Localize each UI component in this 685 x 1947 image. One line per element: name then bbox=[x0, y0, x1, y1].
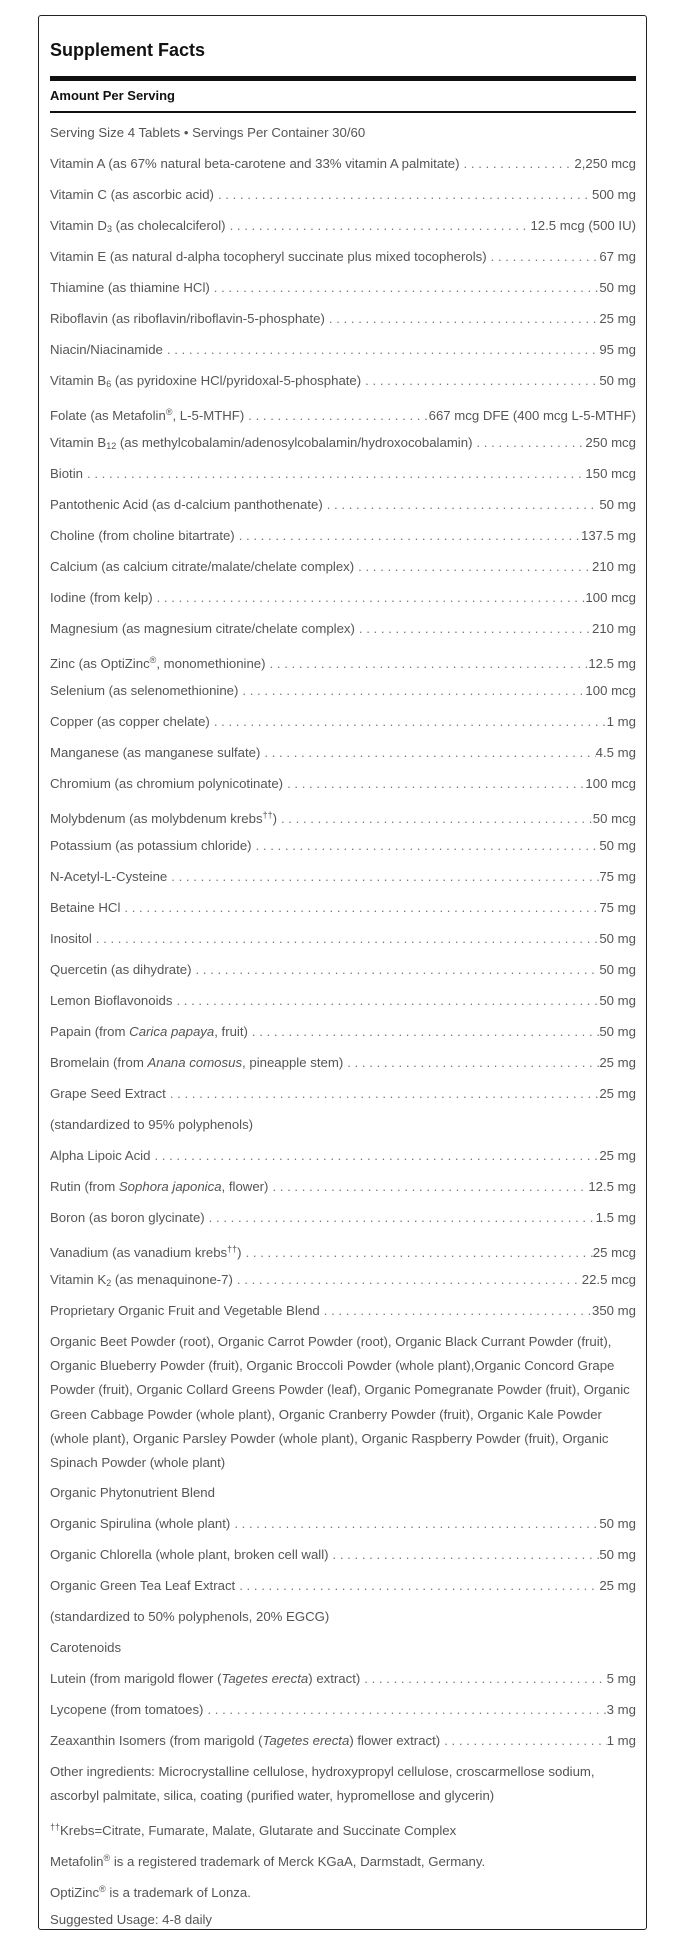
nutrient-name bbox=[50, 802, 277, 832]
dot-leader bbox=[440, 1728, 606, 1754]
dot-leader bbox=[244, 403, 428, 429]
nutrient-amount: 100 mcg bbox=[585, 590, 636, 605]
nutrient-row bbox=[50, 213, 636, 244]
nutrient-row bbox=[50, 1298, 636, 1329]
dot-leader bbox=[277, 806, 593, 832]
nutrient-row bbox=[50, 1081, 636, 1112]
nutrient-name-suffix: ) flower extract) bbox=[349, 1733, 441, 1749]
nutrient-name-text: Molybdenum (as molybdenum krebs bbox=[50, 811, 263, 826]
nutrient-name bbox=[50, 306, 325, 332]
nutrient-name bbox=[50, 647, 266, 677]
nutrient-name-text: Biotin bbox=[50, 466, 83, 481]
nutrient-name-text: Choline (from choline bitartrate) bbox=[50, 528, 235, 543]
krebs-mark: †† bbox=[50, 1821, 61, 1832]
nutrient-name-text: Manganese (as manganese sulfate) bbox=[50, 745, 261, 760]
nutrient-name-suffix: ) bbox=[272, 811, 277, 826]
nutrient-row bbox=[50, 647, 636, 678]
dot-leader bbox=[343, 1050, 599, 1076]
nutrient-name bbox=[50, 151, 460, 177]
nutrient-row bbox=[50, 1143, 636, 1174]
nutrient-row bbox=[50, 802, 636, 833]
nutrient-amount: 12.5 mg bbox=[588, 656, 636, 671]
nutrient-name-text: Vitamin E (as natural d-alpha tocopheryl succinate plus mixed tocopherols) bbox=[50, 249, 487, 264]
nutrient-name bbox=[50, 554, 354, 580]
nutrient-amount: 25 mg bbox=[599, 1148, 636, 1163]
serving-size: Serving Size 4 Tablets • Servings Per Container 30/60 bbox=[50, 125, 366, 140]
suggested-usage: Suggested Usage: 4-8 daily bbox=[50, 1911, 213, 1927]
nutrient-amount: 50 mg bbox=[599, 1516, 636, 1532]
dot-leader bbox=[172, 988, 599, 1014]
nutrient-amount: 50 mg bbox=[599, 993, 636, 1008]
nutrient-name bbox=[50, 1511, 230, 1537]
nutrient-name bbox=[50, 864, 167, 890]
nutrient-name-text: Inositol bbox=[50, 931, 92, 946]
dot-leader bbox=[354, 554, 592, 580]
nutrient-superscript: †† bbox=[262, 810, 273, 820]
nutrient-superscript: ® bbox=[149, 655, 157, 665]
nutrient-amount: 137.5 mg bbox=[581, 528, 636, 543]
dot-leader bbox=[248, 1019, 599, 1045]
nutrient-amount: 150 mcg bbox=[585, 466, 636, 481]
panel-title: Supplement Facts bbox=[50, 40, 206, 60]
dot-leader bbox=[360, 1666, 606, 1692]
dot-leader bbox=[238, 678, 585, 704]
nutrient-name bbox=[50, 1542, 329, 1568]
nutrient-row bbox=[50, 306, 636, 337]
nutrient-name bbox=[50, 275, 210, 301]
dot-leader bbox=[325, 306, 599, 332]
nutrient-species: Tagetes erecta bbox=[221, 1671, 309, 1687]
nutrient-name-text: Pantothenic Acid (as d-calcium panthothenate) bbox=[50, 497, 323, 512]
dot-leader bbox=[120, 895, 599, 921]
nutrient-name bbox=[50, 461, 83, 487]
metafolin-name: Metafolin bbox=[50, 1853, 104, 1869]
nutrient-row bbox=[50, 399, 636, 430]
nutrient-name-text: Rutin (from bbox=[50, 1179, 119, 1194]
nutrient-name-text: Vitamin C (as ascorbic acid) bbox=[50, 187, 214, 202]
nutrient-row bbox=[50, 709, 636, 740]
nutrient-amount: 50 mg bbox=[599, 838, 636, 853]
dot-leader bbox=[150, 1143, 599, 1169]
nutrient-name bbox=[50, 1697, 203, 1723]
nutrient-amount: 95 mg bbox=[599, 342, 636, 357]
krebs-note: Krebs=Citrate, Fumarate, Malate, Glutarate and Succinate Complex bbox=[60, 1822, 457, 1838]
nutrient-amount: 50 mg bbox=[599, 373, 636, 388]
dot-leader bbox=[83, 461, 585, 487]
nutrient-row bbox=[50, 1666, 636, 1697]
supplement-facts-panel bbox=[38, 15, 647, 1930]
nutrient-superscript: ® bbox=[165, 407, 173, 417]
dot-leader bbox=[320, 1298, 592, 1324]
nutrient-name bbox=[50, 740, 260, 766]
other-ingredients: Other ingredients: Microcrystalline cellulose, hydroxypropyl cellulose, croscarmellose sodium, ascorbyl palmitate, silica, coating (purified water, hypromellose and glycerin) bbox=[50, 1764, 595, 1804]
nutrient-name bbox=[50, 1236, 242, 1266]
nutrient-name bbox=[50, 1573, 235, 1599]
dot-leader bbox=[230, 1511, 599, 1537]
nutrient-name-text: Magnesium (as magnesium citrate/chelate complex) bbox=[50, 621, 355, 636]
nutrient-name bbox=[50, 709, 210, 735]
nutrient-amount: 67 mg bbox=[599, 249, 636, 264]
dot-leader bbox=[210, 709, 607, 735]
nutrient-amount: 1.5 mg bbox=[595, 1210, 636, 1225]
nutrient-amount: 50 mg bbox=[599, 962, 636, 977]
nutrient-amount: 2,250 mcg bbox=[574, 156, 636, 171]
nutrient-name bbox=[50, 1143, 150, 1169]
nutrient-name-text: Chromium (as chromium polynicotinate) bbox=[50, 776, 284, 791]
nutrient-name-text: Lutein (from marigold flower ( bbox=[50, 1671, 222, 1687]
nutrient-name bbox=[50, 771, 283, 797]
nutrient-name-text: Potassium (as potassium chloride) bbox=[50, 838, 252, 853]
nutrient-row bbox=[50, 554, 636, 585]
nutrient-row bbox=[50, 523, 636, 554]
nutrient-name bbox=[50, 1174, 268, 1200]
dot-leader bbox=[323, 492, 600, 518]
dot-leader bbox=[235, 523, 581, 549]
nutrient-subheading: (standardized to 95% polyphenols) bbox=[50, 1117, 254, 1132]
nutrient-name bbox=[50, 1666, 360, 1692]
metafolin-trademark bbox=[50, 1845, 636, 1876]
amount-per-serving-header: Amount Per Serving bbox=[50, 88, 175, 103]
nutrient-species: Anana comosus bbox=[147, 1055, 243, 1070]
nutrient-amount: 50 mg bbox=[599, 1024, 636, 1039]
nutrient-name-text: Grape Seed Extract bbox=[50, 1086, 166, 1101]
thin-divider bbox=[50, 111, 636, 113]
nutrient-name-text: Organic Green Tea Leaf Extract bbox=[50, 1578, 236, 1594]
nutrient-name-suffix: ) bbox=[237, 1245, 242, 1260]
nutrient-amount: 100 mcg bbox=[585, 683, 636, 698]
nutrient-amount: 25 mg bbox=[599, 311, 636, 326]
nutrient-name bbox=[50, 399, 244, 429]
nutrient-name-text: N-Acetyl-L-Cysteine bbox=[50, 869, 168, 884]
dot-leader bbox=[153, 585, 586, 611]
nutrient-row bbox=[50, 988, 636, 1019]
dot-leader bbox=[167, 864, 599, 890]
nutrient-row bbox=[50, 368, 636, 399]
nutrient-amount: 1 mg bbox=[606, 1733, 636, 1749]
nutrient-amount: 22.5 mcg bbox=[581, 1272, 636, 1287]
dot-leader bbox=[166, 1081, 600, 1107]
krebs-footnote bbox=[50, 1814, 636, 1845]
nutrient-species: Carica papaya bbox=[129, 1024, 215, 1039]
nutrient-name-text: Vitamin B bbox=[50, 435, 107, 450]
nutrient-row bbox=[50, 1019, 636, 1050]
nutrient-name bbox=[50, 585, 153, 611]
nutrient-subheading: Carotenoids bbox=[50, 1640, 122, 1656]
nutrient-amount: 210 mg bbox=[592, 621, 636, 636]
nutrient-amount: 210 mg bbox=[592, 559, 636, 574]
nutrient-amount: 5 mg bbox=[606, 1671, 636, 1687]
nutrient-name bbox=[50, 523, 235, 549]
nutrient-list bbox=[50, 120, 636, 1938]
nutrient-name bbox=[50, 1050, 343, 1076]
nutrient-row bbox=[50, 275, 636, 306]
dot-leader bbox=[92, 926, 600, 952]
nutrient-name-text: Vitamin K bbox=[50, 1272, 107, 1287]
nutrient-name-text: Niacin/Niacinamide bbox=[50, 342, 163, 357]
nutrient-name-text: Calcium (as calcium citrate/malate/chelate complex) bbox=[50, 559, 355, 574]
nutrient-name-text: Organic Spirulina (whole plant) bbox=[50, 1516, 231, 1532]
nutrient-amount: 100 mcg bbox=[585, 776, 636, 791]
nutrient-amount: 3 mg bbox=[606, 1702, 636, 1718]
nutrient-name-suffix: , monomethionine) bbox=[156, 656, 266, 671]
nutrient-row bbox=[50, 1174, 636, 1205]
nutrient-row bbox=[50, 957, 636, 988]
nutrient-amount: 667 mcg DFE (400 mcg L-5-MTHF) bbox=[428, 408, 636, 423]
nutrient-name bbox=[50, 926, 92, 952]
nutrient-name-text: Vanadium (as vanadium krebs bbox=[50, 1245, 228, 1260]
nutrient-amount: 250 mcg bbox=[585, 435, 636, 450]
nutrient-name-suffix: (as pyridoxine HCl/pyridoxal-5-phosphate) bbox=[111, 373, 362, 388]
metafolin-mark: ® bbox=[103, 1852, 111, 1863]
nutrient-name-suffix: , pineapple stem) bbox=[242, 1055, 344, 1070]
nutrient-subheading: (standardized to 50% polyphenols, 20% EGCG) bbox=[50, 1609, 330, 1625]
nutrient-amount: 25 mcg bbox=[592, 1245, 636, 1260]
metafolin-note: is a registered trademark of Merck KGaA, Darmstadt, Germany. bbox=[110, 1853, 486, 1869]
nutrient-name bbox=[50, 1081, 166, 1107]
nutrient-name bbox=[50, 1205, 205, 1231]
nutrient-amount: 25 mg bbox=[599, 1578, 636, 1594]
dot-leader bbox=[203, 1697, 606, 1723]
nutrient-amount: 50 mg bbox=[599, 931, 636, 946]
dot-leader bbox=[191, 957, 599, 983]
nutrient-amount: 1 mg bbox=[606, 714, 636, 729]
nutrient-name-text: Lycopene (from tomatoes) bbox=[50, 1702, 204, 1718]
nutrient-name-suffix: (as methylcobalamin/adenosylcobalamin/hydroxocobalamin) bbox=[116, 435, 473, 450]
nutrient-row bbox=[50, 1205, 636, 1236]
nutrient-name bbox=[50, 244, 487, 270]
nutrient-name-text: Quercetin (as dihydrate) bbox=[50, 962, 192, 977]
nutrient-row bbox=[50, 1542, 636, 1573]
nutrient-row bbox=[50, 461, 636, 492]
nutrient-name-text: Betaine HCl bbox=[50, 900, 121, 915]
nutrient-name-text: Lemon Bioflavonoids bbox=[50, 993, 173, 1008]
dot-leader bbox=[214, 182, 592, 208]
nutrient-name-text: Papain (from bbox=[50, 1024, 130, 1039]
nutrient-rows bbox=[50, 151, 636, 1759]
nutrient-name-text: Boron (as boron glycinate) bbox=[50, 1210, 205, 1225]
nutrient-amount: 50 mcg bbox=[592, 811, 636, 826]
nutrient-name bbox=[50, 1019, 248, 1045]
nutrient-amount: 12.5 mcg (500 IU) bbox=[530, 218, 636, 233]
nutrient-subscript: 2 bbox=[106, 1278, 112, 1288]
nutrient-name-text: Zinc (as OptiZinc bbox=[50, 656, 150, 671]
nutrient-subscript: 6 bbox=[106, 379, 112, 389]
nutrient-name bbox=[50, 895, 120, 921]
nutrient-row bbox=[50, 678, 636, 709]
nutrient-superscript: †† bbox=[227, 1244, 238, 1254]
nutrient-amount: 350 mg bbox=[592, 1303, 636, 1318]
dot-leader bbox=[252, 833, 600, 859]
dot-leader bbox=[329, 1542, 600, 1568]
nutrient-row bbox=[50, 1236, 636, 1267]
nutrient-name bbox=[50, 337, 163, 363]
optizinc-trademark bbox=[50, 1876, 636, 1907]
nutrient-row bbox=[50, 1573, 636, 1604]
blend-ingredients: Organic Beet Powder (root), Organic Carrot Powder (root), Organic Black Currant Powder (fruit), Organic Blueberry Powder (fruit), Organic Broccoli Powder (whole plant),Organic Concord Grape Powder (fruit), Organic Collard Greens Powder (leaf), Organic Pomegranate Powder (fruit), Organic Green Cabbage Powder (whole plant), Organic Cranberry Powder (fruit), Organic Kale Powder (whole plant), Organic Parsley Powder (whole plant), Organic Raspberry Powder (fruit), Organic Spinach Powder (whole plant) bbox=[50, 1334, 630, 1471]
nutrient-name-text: Bromelain (from bbox=[50, 1055, 148, 1070]
nutrient-row bbox=[50, 926, 636, 957]
nutrient-row bbox=[50, 771, 636, 802]
nutrient-amount: 75 mg bbox=[599, 869, 636, 884]
nutrient-name bbox=[50, 1298, 320, 1324]
nutrient-row bbox=[50, 585, 636, 616]
nutrient-row bbox=[50, 1728, 636, 1759]
optizinc-name: OptiZinc bbox=[50, 1884, 100, 1900]
dot-leader bbox=[266, 651, 589, 677]
dot-leader bbox=[268, 1174, 588, 1200]
dot-leader bbox=[242, 1240, 593, 1266]
nutrient-name-text: Folate (as Metafolin bbox=[50, 408, 166, 423]
nutrient-name bbox=[50, 988, 172, 1014]
nutrient-name-text: Selenium (as selenomethionine) bbox=[50, 683, 239, 698]
dot-leader bbox=[260, 740, 595, 766]
nutrient-row bbox=[50, 864, 636, 895]
nutrient-amount: 500 mg bbox=[592, 187, 636, 202]
nutrient-species: Tagetes erecta bbox=[262, 1733, 350, 1749]
nutrient-row bbox=[50, 1511, 636, 1542]
dot-leader bbox=[460, 151, 575, 177]
nutrient-row bbox=[50, 895, 636, 926]
nutrient-name-text: Proprietary Organic Fruit and Vegetable Blend bbox=[50, 1303, 320, 1318]
nutrient-subheading: Organic Phytonutrient Blend bbox=[50, 1485, 215, 1501]
nutrient-name-suffix: , flower) bbox=[221, 1179, 269, 1194]
nutrient-amount: 50 mg bbox=[599, 1547, 636, 1563]
dot-leader bbox=[235, 1573, 599, 1599]
nutrient-row bbox=[50, 492, 636, 523]
nutrient-name-text: Iodine (from kelp) bbox=[50, 590, 153, 605]
dot-leader bbox=[210, 275, 600, 301]
nutrient-amount: 25 mg bbox=[599, 1055, 636, 1070]
dot-leader bbox=[355, 616, 592, 642]
nutrient-row bbox=[50, 430, 636, 461]
nutrient-subscript: 3 bbox=[106, 224, 112, 234]
nutrient-amount: 12.5 mg bbox=[588, 1179, 636, 1194]
dot-leader bbox=[205, 1205, 596, 1231]
nutrient-species: Sophora japonica bbox=[118, 1179, 222, 1194]
nutrient-amount: 4.5 mg bbox=[595, 745, 636, 760]
nutrient-name-text: Vitamin D bbox=[50, 218, 107, 233]
nutrient-amount: 50 mg bbox=[599, 280, 636, 295]
nutrient-row bbox=[50, 337, 636, 368]
nutrient-name bbox=[50, 678, 238, 704]
nutrient-name-text: Vitamin B bbox=[50, 373, 107, 388]
optizinc-note: is a trademark of Lonza. bbox=[105, 1884, 251, 1900]
nutrient-name bbox=[50, 1267, 233, 1296]
nutrient-name-suffix: , fruit) bbox=[214, 1024, 248, 1039]
nutrient-subscript: 12 bbox=[106, 441, 117, 451]
nutrient-name-suffix: ) extract) bbox=[308, 1671, 361, 1687]
nutrient-name-text: Vitamin A (as 67% natural beta-carotene and 33% vitamin A palmitate) bbox=[50, 156, 460, 171]
nutrient-row bbox=[50, 616, 636, 647]
nutrient-row bbox=[50, 151, 636, 182]
nutrient-name-text: Alpha Lipoic Acid bbox=[50, 1148, 151, 1163]
nutrient-row bbox=[50, 1050, 636, 1081]
nutrient-name bbox=[50, 368, 361, 397]
dot-leader bbox=[472, 430, 585, 456]
nutrient-name-text: Thiamine (as thiamine HCl) bbox=[50, 280, 210, 295]
nutrient-name bbox=[50, 957, 191, 983]
nutrient-name-suffix: (as menaquinone-7) bbox=[111, 1272, 233, 1287]
nutrient-row bbox=[50, 182, 636, 213]
nutrient-name-text: Riboflavin (as riboflavin/riboflavin-5-phosphate) bbox=[50, 311, 325, 326]
dot-leader bbox=[226, 213, 531, 239]
optizinc-mark: ® bbox=[99, 1883, 106, 1894]
nutrient-row bbox=[50, 1697, 636, 1728]
dot-leader bbox=[361, 368, 599, 394]
nutrient-row bbox=[50, 1267, 636, 1298]
nutrient-name bbox=[50, 1728, 440, 1754]
nutrient-row bbox=[50, 833, 636, 864]
nutrient-amount: 25 mg bbox=[599, 1086, 636, 1101]
nutrient-name-text: Copper (as copper chelate) bbox=[50, 714, 210, 729]
nutrient-name bbox=[50, 833, 252, 859]
dot-leader bbox=[233, 1267, 582, 1293]
nutrient-name-text: Organic Chlorella (whole plant, broken cell wall) bbox=[50, 1547, 329, 1563]
nutrient-row bbox=[50, 244, 636, 275]
nutrient-name-text: Zeaxanthin Isomers (from marigold ( bbox=[50, 1733, 263, 1749]
nutrient-row bbox=[50, 740, 636, 771]
nutrient-name-suffix: , L-5-MTHF) bbox=[172, 408, 245, 423]
nutrient-name bbox=[50, 182, 214, 208]
nutrient-name bbox=[50, 430, 472, 459]
nutrient-name bbox=[50, 616, 355, 642]
nutrient-name-suffix: (as cholecalciferol) bbox=[111, 218, 226, 233]
nutrient-name bbox=[50, 213, 226, 242]
dot-leader bbox=[487, 244, 600, 270]
nutrient-name bbox=[50, 492, 323, 518]
dot-leader bbox=[283, 771, 585, 797]
dot-leader bbox=[163, 337, 599, 363]
nutrient-amount: 75 mg bbox=[599, 900, 636, 915]
nutrient-amount: 50 mg bbox=[599, 497, 636, 512]
